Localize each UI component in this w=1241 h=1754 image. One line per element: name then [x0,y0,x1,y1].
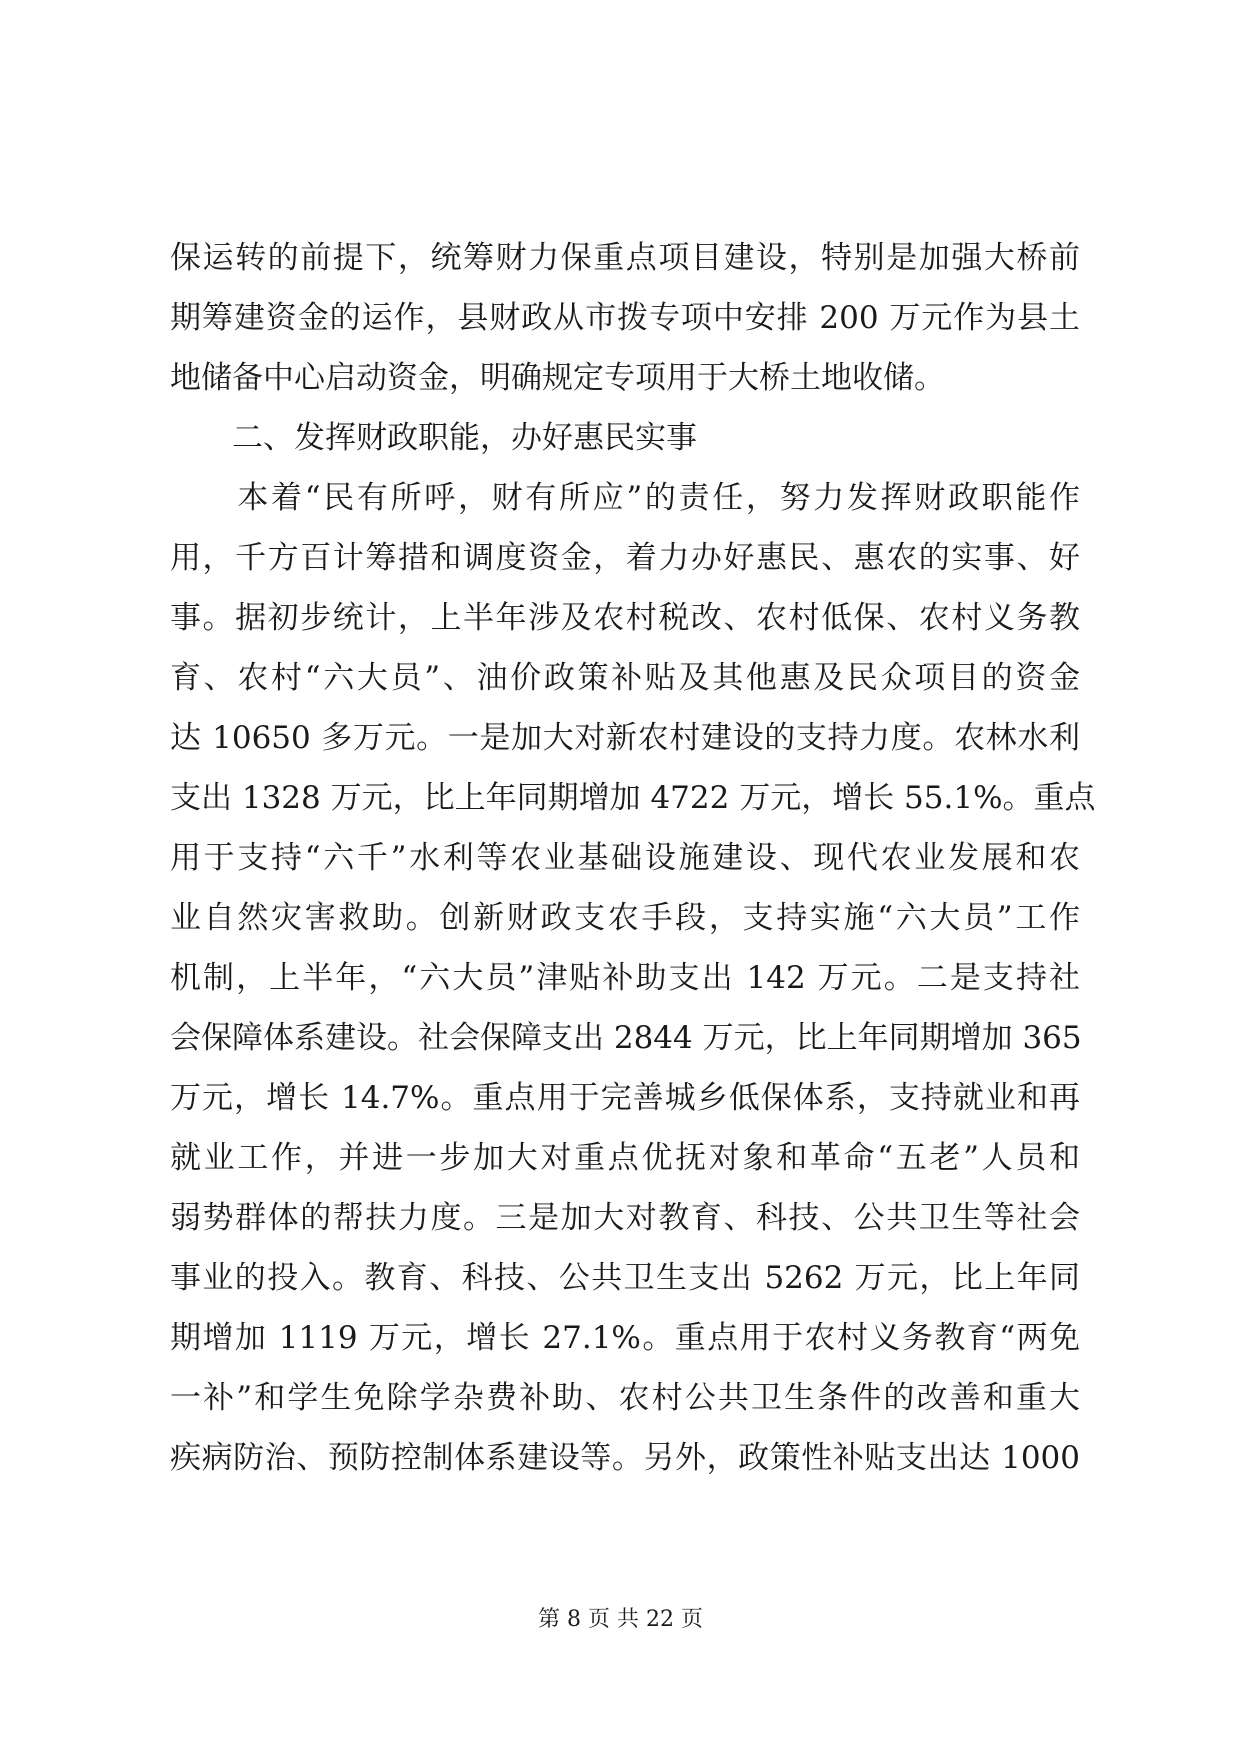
section-heading: 二、发挥财政职能，办好惠民实事 [170,420,697,456]
text-line: 本着“民有所呼，财有所应”的责任，努力发挥财政职能作 [170,480,1080,516]
text-line: 机制，上半年，“六大员”津贴补助支出 142 万元。二是支持社 [170,960,1080,996]
text-line: 就业工作，并进一步加大对重点优抚对象和革命“五老”人员和 [170,1140,1080,1176]
text-line: 万元，增长 14.7%。重点用于完善城乡低保体系，支持就业和再 [170,1080,1080,1116]
text-line: 达 10650 多万元。一是加大对新农村建设的支持力度。农林水利 [170,720,1080,756]
body-text [170,228,1096,1488]
text-line: 期筹建资金的运作，县财政从市拨专项中安排 200 万元作为县土 [170,300,1080,336]
text-line: 育、农村“六大员”、油价政策补贴及其他惠及民众项目的资金 [170,660,1080,696]
text-line: 会保障体系建设。社会保障支出 2844 万元，比上年同期增加 365 [170,1020,1082,1056]
text-line: 弱势群体的帮扶力度。三是加大对教育、科技、公共卫生等社会 [170,1200,1080,1236]
page-number-footer: 第 8 页 共 22 页 [538,1607,703,1632]
text-line: 事业的投入。教育、科技、公共卫生支出 5262 万元，比上年同 [170,1260,1080,1296]
text-line: 事。据初步统计，上半年涉及农村税改、农村低保、农村义务教 [170,600,1080,636]
text-line: 业自然灾害救助。创新财政支农手段，支持实施“六大员”工作 [170,900,1080,936]
text-line: 地储备中心启动资金，明确规定专项用于大桥土地收储。 [170,360,945,396]
text-line: 一补”和学生免除学杂费补助、农村公共卫生条件的改善和重大 [170,1380,1080,1416]
text-line: 疾病防治、预防控制体系建设等。另外，政策性补贴支出达 1000 [170,1440,1080,1476]
text-line: 用，千方百计筹措和调度资金，着力办好惠民、惠农的实事、好 [170,540,1080,576]
text-line: 期增加 1119 万元，增长 27.1%。重点用于农村义务教育“两免 [170,1320,1080,1356]
text-line: 支出 1328 万元，比上年同期增加 4722 万元，增长 55.1%。重点 [170,780,1096,816]
text-line: 用于支持“六千”水利等农业基础设施建设、现代农业发展和农 [170,840,1080,876]
text-line: 保运转的前提下，统筹财力保重点项目建设，特别是加强大桥前 [170,240,1080,276]
